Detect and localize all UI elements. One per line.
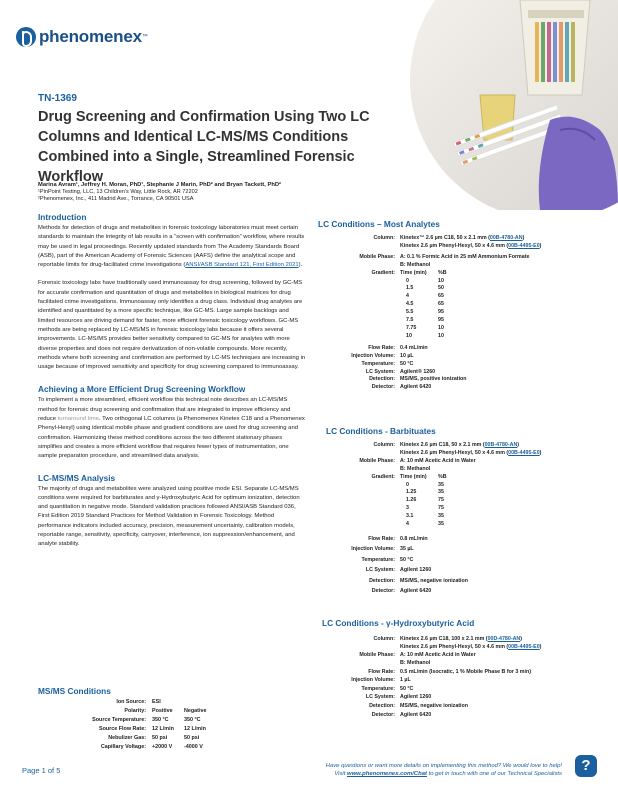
row-value: MS/MS, negative ionization	[400, 703, 468, 709]
msms-row	[38, 734, 288, 743]
column-2-text: Kinetex 2.6 µm Phenyl-Hexyl, 50 x 4.6 mm (	[400, 449, 509, 456]
footer-help-text	[270, 762, 562, 778]
ansi-asb-standard-link[interactable]: ANSI/ASB Standard 121, First Edition 2021	[185, 262, 299, 269]
msms-value-positive: 350 °C	[152, 717, 169, 723]
intro-p1-text: Methods for detection of drugs and metabolites in forensic toxicology laboratories must meet certain standards to maintain the integrity of lab results in a “screen with confirmation” workflow, where results may be used in legal proceedings. Recently updated standards from The Academy Standards Board (ASB), part of the American Academy of Forensic Sciences (AAFS) define the analytical scope and reportable limits for drug-facilitated crime investigations (	[38, 225, 305, 269]
msms-row	[38, 716, 288, 725]
column-values: Kinetex 2.6 µm C18, 50 x 2.1 mm (00B-4780-AN) Kinetex 2.6 µm Phenyl-Hexyl, 50 x 4.6 mm (00B-4495-E0)	[400, 442, 542, 456]
gradient-time: 1.5	[406, 285, 414, 292]
lc-ghb-row	[318, 702, 608, 711]
gradient-percent: 35	[438, 481, 444, 488]
footer-specialists-text: to get in touch with one of our Technical Specialists	[426, 771, 562, 777]
gradient-percent: 35	[438, 513, 444, 520]
lc-ghb-row	[318, 693, 608, 702]
gradient-header-b: %B	[438, 269, 447, 276]
column-1-text: Kinetex™ 2.6 µm C18, 50 x 2.1 mm (	[400, 235, 490, 241]
header-photo	[400, 0, 618, 210]
column-values: Kinetex™ 2.6 µm C18, 50 x 2.1 mm (00B-4780-AN) Kinetex 2.6 µm Phenyl-Hexyl, 50 x 4.6 mm (00B-4495-E0)	[400, 235, 542, 249]
achieving-text-gray: turnaround time	[57, 416, 99, 423]
mobile-phase-a: A: 10 mM Acetic Acid in Water	[400, 651, 476, 658]
gradient-percent: 10	[438, 277, 444, 284]
msms-value-positive: ESI	[152, 699, 161, 705]
lc-barb-row	[318, 586, 608, 597]
row-label: Flow Rate:	[368, 535, 395, 542]
mobile-phase-label: Mobile Phase:	[359, 457, 395, 464]
lc-most-row	[318, 376, 608, 384]
lc-most-column-row	[318, 235, 608, 251]
row-value: Agilent 1260	[400, 694, 432, 701]
row-value: Agilent 6420	[400, 384, 432, 391]
lc-ghb-row	[318, 668, 608, 677]
mobile-phase-label: Mobile Phase:	[359, 651, 395, 658]
gradient-time: 1.26	[406, 497, 417, 504]
mobile-phase-label: Mobile Phase:	[359, 253, 395, 260]
question-help-icon[interactable]: ?	[575, 755, 597, 777]
column-values: Kinetex 2.6 µm C18, 100 x 2.1 mm (00D-4780-AN) Kinetex 2.6 µm Phenyl-Hexyl, 50 x 4.6 mm (00B-4495-E0)	[400, 636, 542, 650]
lc-barb-row	[318, 555, 608, 566]
gradient-percent: 65	[438, 301, 444, 308]
introduction-heading: Introduction	[38, 212, 87, 222]
row-value: 50 °C	[400, 556, 414, 563]
brand-tm: ™	[141, 34, 148, 40]
column-label: Column:	[373, 442, 395, 448]
lc-barb-row	[318, 565, 608, 576]
lc-most-row	[318, 361, 608, 369]
column-1-text: Kinetex 2.6 µm C18, 50 x 2.1 mm (	[400, 442, 485, 448]
msms-value-negative: -4000 V	[184, 744, 203, 750]
footer-visit-text: Visit	[334, 771, 347, 777]
footer-line-1: Have questions or want more details on implementing this method? We would love to help!	[325, 763, 562, 769]
gradient-label: Gradient:	[371, 269, 395, 276]
row-label: Temperature:	[361, 685, 395, 692]
gradient-header-time: Time (min)	[400, 473, 427, 480]
page-number: Page 1 of 5	[22, 766, 61, 775]
mobile-phase-a: A: 0.1 % Formic Acid in 25 mM Ammonium Formate	[400, 253, 530, 260]
lc-ghb-column-row	[318, 636, 608, 652]
lc-barb-mobile-row	[318, 458, 608, 474]
row-value: MS/MS, negative ionization	[400, 577, 468, 584]
lc-barbituates-section	[318, 426, 608, 597]
authors-block	[38, 182, 378, 203]
row-label: Injection Volume:	[351, 546, 395, 553]
lc-most-heading: LC Conditions – Most Analytes	[318, 219, 440, 229]
column-2-text: Kinetex 2.6 µm Phenyl-Hexyl, 50 x 4.6 mm (	[400, 242, 509, 249]
brand-name: phenomenex	[39, 27, 142, 46]
lc-barb-heading: LC Conditions - Barbituates	[326, 426, 436, 436]
lcms-analysis-paragraph: The majority of drugs and metabolites were analyzed using positive mode ESI. Separate LC-MS/MS conditions were required for barbiturates and γ-Hydroxybutyric Acid for optimum ionization, detection and quantitation in negative mode. Standard validation practices followed ANSI/ASB Standard 036, First Edition 2019 Standard Practices for Method Validation in Forensic Toxicology. Method performance indicators included accuracy, precision, measurement uncertainty, calibration models, reportable range, sensitivity, specificity, carryover, interference, ion suppression/enhancement, and analyte stability.	[38, 485, 300, 548]
gradient-time: 0	[406, 277, 409, 284]
gradient-time: 7.5	[406, 317, 414, 324]
achieving-paragraph	[38, 396, 306, 461]
row-label: LC System:	[365, 368, 395, 375]
gradient-percent: 95	[438, 317, 444, 324]
lc-most-row	[318, 345, 608, 353]
row-value: 1 µL	[400, 677, 411, 684]
mobile-phase-values	[400, 652, 476, 668]
mobile-phase-b: B: Methanol	[400, 659, 431, 666]
gradient-time: 5.5	[406, 309, 414, 316]
page-title: Drug Screening and Confirmation Using Two LC Columns and Identical LC-MS/MS Conditions Combined into a Single, Streamlined Forensic Workflow	[38, 109, 370, 185]
lab-photo-image	[400, 0, 618, 210]
gradient-percent: 50	[438, 285, 444, 292]
row-label: LC System:	[365, 567, 395, 574]
part-number-link[interactable]: 00B-4780-AN	[489, 235, 523, 241]
column-label: Column:	[373, 235, 395, 241]
row-value: MS/MS, positive ionization	[400, 376, 467, 383]
msms-label: Capillary Voltage:	[100, 744, 146, 750]
row-label: Detection:	[369, 376, 395, 383]
gradient-label: Gradient:	[371, 473, 395, 480]
mobile-phase-b: B: Methanol	[400, 465, 431, 472]
msms-value-negative: 350 °C	[184, 717, 201, 723]
lc-barb-gradient-row	[318, 474, 608, 529]
row-value: 50 °C	[400, 685, 414, 692]
chat-link[interactable]: www.phenomenex.com/Chat	[346, 771, 427, 777]
footer-line-2	[270, 770, 562, 778]
row-label: Detector:	[371, 711, 395, 718]
msms-label: Polarity:	[124, 708, 146, 714]
author-names: Marina Avram¹, Jeffrey H. Moran, PhD¹, Stephanie J Marin, PhD² and Bryan Tackett, PhD²	[38, 182, 281, 188]
row-value: Agilent 6420	[400, 711, 432, 718]
row-value: Agilent® 1260	[400, 368, 436, 375]
part-number-link[interactable]: 00B-4780-AN	[484, 442, 518, 448]
gradient-time: 0	[406, 481, 409, 488]
msms-label: Ion Source:	[116, 699, 146, 705]
gradient-time: 7.75	[406, 324, 417, 331]
achieving-text-2: . Two orthogonal LC columns (a Phenomenex Kinetex C18 and a Phenomenex Phenyl-Hexyl) using identical mobile phase and gradient conditions are used for drug screening and confirmation. Harmonizing these method conditions across the two different stationary phases simplifies and creates a more efficient workflow that requires fewer types of instrumentation, one sample preparation procedure, and streamlined data analysis.	[38, 416, 305, 460]
lc-most-row	[318, 369, 608, 377]
row-value: 35 µL	[400, 546, 414, 553]
row-value: Agilent 1260	[400, 567, 432, 574]
gradient-percent: 35	[438, 489, 444, 496]
row-value: 0.4 mL/min	[400, 344, 428, 351]
row-value: 0.5 mL/min (Isocratic, 1 % Mobile Phase B for 3 min)	[400, 668, 531, 675]
msms-value-negative: 50 psi	[184, 735, 200, 741]
gradient-table	[400, 474, 468, 529]
intro-p1-end: ).	[298, 262, 303, 269]
row-label: Injection Volume:	[351, 677, 395, 684]
left-column	[38, 212, 306, 550]
msms-label: Source Temperature:	[92, 717, 146, 723]
column-1-text: Kinetex 2.6 µm C18, 100 x 2.1 mm (	[400, 636, 488, 642]
msms-value-negative: Negative	[184, 708, 207, 714]
lcms-analysis-heading: LC-MS/MS Analysis	[38, 472, 116, 483]
gradient-time: 1.25	[406, 489, 417, 496]
msms-label: Nebulizer Gas:	[108, 735, 146, 741]
lc-most-row	[318, 384, 608, 392]
row-label: Detector:	[371, 384, 395, 391]
lc-most-mobile-row	[318, 254, 608, 270]
column-label: Column:	[373, 636, 395, 642]
msms-row	[38, 707, 288, 716]
part-number-link[interactable]: 00D-4780-AN	[487, 636, 521, 642]
msms-heading: MS/MS Conditions	[38, 686, 111, 696]
lc-ghb-heading: LC Conditions - γ-Hydroxybutyric Acid	[322, 618, 475, 628]
row-label: Temperature:	[361, 556, 395, 563]
part-number-link[interactable]: 00B-4495-E0	[508, 643, 540, 650]
tech-note-number: TN-1369	[38, 93, 77, 104]
achieving-heading: Achieving a More Efficient Drug Screening Workflow	[38, 384, 246, 395]
affiliation-1: ¹PinPoint Testing, LLC, 13 Children's Way, Little Rock, AR 72202	[38, 189, 198, 195]
mobile-phase-b: B: Methanol	[400, 261, 431, 268]
mobile-phase-a: A: 10 mM Acetic Acid in Water	[400, 457, 476, 464]
lc-barb-column-row	[318, 442, 608, 458]
gradient-header-time: Time (min)	[400, 269, 427, 276]
msms-value-positive: 12 L/min	[152, 726, 174, 732]
gradient-percent: 65	[438, 293, 444, 300]
msms-label: Source Flow Rate:	[98, 726, 146, 732]
lc-barb-row	[318, 576, 608, 587]
lc-barb-row	[318, 544, 608, 555]
gradient-percent: 10	[438, 324, 444, 331]
gradient-table	[400, 270, 468, 341]
row-label: Detector:	[371, 588, 395, 595]
row-label: Injection Volume:	[351, 352, 395, 359]
msms-value-negative: 12 L/min	[184, 726, 206, 732]
msms-value-positive: +2000 V	[152, 744, 173, 750]
row-value: 50 °C	[400, 360, 414, 367]
msms-value-positive: 50 psi	[152, 735, 168, 741]
column-2-text: Kinetex 2.6 µm Phenyl-Hexyl, 50 x 4.6 mm (	[400, 643, 509, 650]
row-label: Detection:	[369, 703, 395, 709]
msms-row	[38, 743, 288, 752]
lc-ghb-row	[318, 711, 608, 720]
lc-ghb-section	[318, 618, 608, 719]
mobile-phase-values	[400, 254, 529, 270]
lc-ghb-mobile-row	[318, 652, 608, 668]
msms-value-positive: Positive	[152, 708, 173, 714]
row-label: Detection:	[369, 577, 395, 584]
row-value: 0.8 mL/min	[400, 535, 428, 542]
phenomenex-logo-icon	[16, 27, 36, 47]
gradient-time: 4	[406, 293, 409, 300]
gradient-percent: 10	[438, 332, 444, 339]
part-number-link[interactable]: 00B-4495-E0	[508, 242, 540, 249]
gradient-time: 4	[406, 521, 409, 528]
achieving-text-1: To implement a more streamlined, efficient workflow this technical note describes an LC-MS/MS method for forensic drug screening and confirmation that are integrated to improve efficiency and reduce	[38, 397, 291, 423]
affiliation-2: ²Phenomenex, Inc., 411 Madrid Ave., Torrance, CA 90501 USA	[38, 196, 194, 202]
row-label: LC System:	[365, 694, 395, 701]
lc-ghb-row	[318, 676, 608, 685]
row-label: Flow Rate:	[368, 668, 395, 675]
gradient-percent: 75	[438, 497, 444, 504]
part-number-link[interactable]: 00B-4495-E0	[508, 449, 540, 456]
introduction-paragraph-2: Forensic toxicology labs have traditionally used immunoassay for drug screening, followed by GC-MS for accurate confirmation and quantitation of drugs and metabolites in biological matrices for drug facilitated crime investigations. Immunoassay only identifies a drug class. Individual drug analytes are identified and quantitated by a more specific technique, like GC-MS. Large sample backlogs and limited resources are driving demand for faster, more efficient forensic toxicology workflows. GC-MS methods are being replaced by LC-MS/MS in forensic toxicology labs because it offers several improvements. LC-MS/MS provides better sensitivity compared to GC-MS for analytes with more diverse properties and does not require derivatization of non-volatile compounds. More recently, methods where both screening and confirmation are performed by LC-MS techniques are increasing in usage because of improved sensitivity and specificity for drug screening compared to immunoassay.	[38, 280, 306, 371]
row-label: Flow Rate:	[368, 344, 395, 351]
lc-most-analytes-section	[318, 219, 608, 392]
msms-conditions-table	[38, 698, 288, 752]
row-value: 10 µL	[400, 352, 414, 359]
gradient-time: 10	[406, 332, 412, 339]
row-value: Agilent 6420	[400, 588, 432, 595]
lc-barb-row	[318, 534, 608, 545]
msms-row	[38, 698, 288, 707]
gradient-percent: 35	[438, 521, 444, 528]
lc-most-gradient-row	[318, 270, 608, 341]
gradient-time: 3.1	[406, 513, 414, 520]
gradient-percent: 75	[438, 505, 444, 512]
msms-row	[38, 725, 288, 734]
gradient-header-b: %B	[438, 473, 447, 480]
lc-most-row	[318, 353, 608, 361]
row-label: Temperature:	[361, 360, 395, 367]
phenomenex-logo	[16, 27, 148, 47]
gradient-time: 4.5	[406, 301, 414, 308]
gradient-percent: 95	[438, 309, 444, 316]
introduction-paragraph-1	[38, 224, 306, 270]
mobile-phase-values	[400, 458, 476, 474]
gradient-time: 3	[406, 505, 409, 512]
lc-ghb-row	[318, 685, 608, 694]
